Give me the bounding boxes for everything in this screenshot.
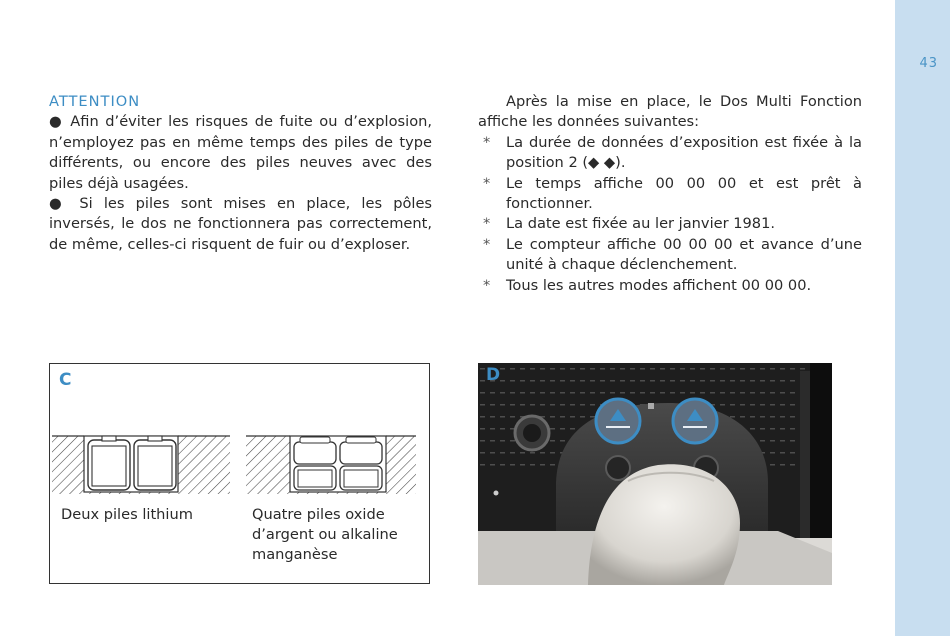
caption-lithium: Deux piles lithium [61, 506, 193, 523]
list-item [478, 174, 862, 215]
page-number: 43 [919, 56, 938, 71]
caption-silver-oxide: Quatre piles oxide d’argent ou alkaline manganèse [252, 506, 398, 563]
camera-back-photo [478, 363, 832, 585]
list-item [478, 214, 862, 234]
list-item-text: La date est fixée au ler janvier 1981. [506, 215, 776, 233]
warning-text-1: Afin d’éviter les risques de fuite ou d’explosion, n’employez pas en même temps des piles de type différents, ou encore des piles neuves avec des piles déjà usagées. [49, 113, 433, 192]
button-cell-icon [340, 437, 382, 490]
list-item-text: La durée de données d’exposition est fixée à la position 2 (◆ ◆). [506, 133, 862, 172]
list-item [478, 276, 862, 296]
list-item [478, 133, 862, 174]
left-column [49, 92, 432, 255]
figure-d-photo [478, 363, 832, 585]
battery-slot-icon [673, 399, 717, 443]
side-tab [895, 0, 950, 636]
asterisk-icon: * [483, 276, 491, 294]
bullet-icon: ● [49, 113, 64, 131]
figure-d-label: D [486, 365, 501, 385]
figure-c-label: C [59, 370, 72, 390]
list-item-text: Le compteur affiche 00 00 00 et avance d’une unité à chaque déclenchement. [506, 235, 862, 274]
figure-c [49, 363, 430, 584]
warning-paragraph-2 [49, 194, 432, 255]
bullet-icon: ● [49, 195, 69, 213]
warning-paragraph-1 [49, 112, 432, 194]
button-cell-icon [294, 437, 336, 490]
asterisk-icon: * [483, 133, 491, 151]
attention-heading: ATTENTION [49, 93, 141, 110]
warning-text-2: Si les piles sont mises en place, les pôles inversés, le dos ne fonctionnera pas correctement, de même, celles-ci risquent de fuir ou d’exploser. [49, 195, 433, 253]
button-cell-compartment [246, 436, 416, 494]
lithium-cell-icon [88, 436, 130, 490]
battery-slot-icon [596, 399, 640, 443]
intro-paragraph: Après la mise en place, le Dos Multi Fonction affiche les données suivantes: [478, 93, 862, 131]
list-item-text: Tous les autres modes affichent 00 00 00. [506, 276, 812, 294]
lithium-compartment [52, 436, 230, 494]
list-item-text: Le temps affiche 00 00 00 et est prêt à fonctionner. [506, 174, 862, 213]
asterisk-icon: * [483, 235, 491, 253]
asterisk-icon: * [483, 174, 491, 192]
battery-diagram [50, 424, 428, 496]
lithium-cell-icon [134, 436, 176, 490]
defaults-list [478, 133, 862, 296]
asterisk-icon: * [483, 215, 491, 233]
list-item [478, 235, 862, 276]
right-column [478, 92, 862, 296]
